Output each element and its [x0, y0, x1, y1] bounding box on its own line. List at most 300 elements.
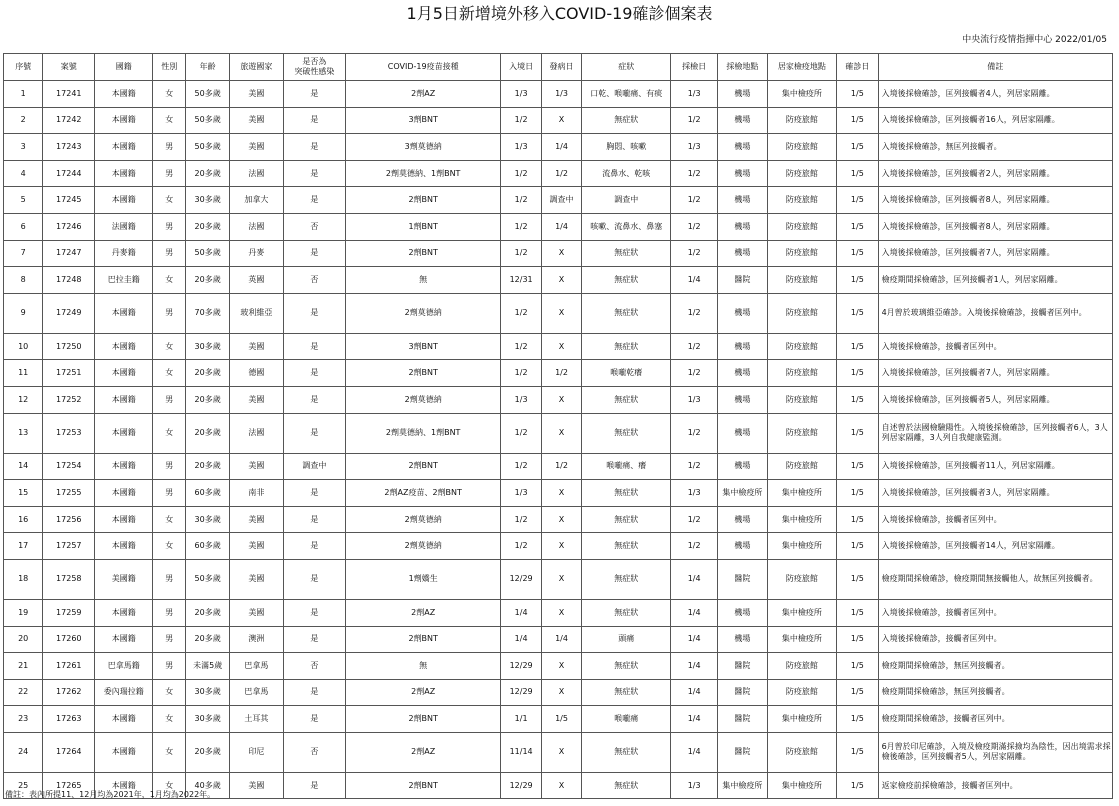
cell-seq: 15	[4, 480, 43, 507]
cell-confirm-date: 1/5	[837, 81, 878, 108]
table-row	[4, 81, 1113, 108]
cell-onset-date: X	[541, 732, 581, 772]
table-row	[4, 413, 1113, 453]
cell-case-id: 17248	[43, 267, 95, 294]
cell-travel-country: 美國	[229, 533, 283, 560]
cell-quarantine-location: 集中檢疫所	[767, 506, 836, 533]
table-row	[4, 160, 1113, 187]
cell-confirm-date: 1/5	[837, 679, 878, 706]
cell-test-date: 1/2	[671, 333, 718, 360]
cell-confirm-date: 1/5	[837, 653, 878, 680]
cell-test-location: 醫院	[717, 732, 767, 772]
cell-seq: 21	[4, 653, 43, 680]
cell-confirm-date: 1/5	[837, 506, 878, 533]
cell-confirm-date: 1/5	[837, 386, 878, 413]
cell-age: 60多歲	[186, 533, 230, 560]
cell-confirm-date: 1/5	[837, 480, 878, 507]
cell-onset-date: X	[541, 240, 581, 267]
cell-symptoms: 無症狀	[582, 267, 671, 294]
cell-test-date: 1/3	[671, 480, 718, 507]
cell-nationality: 本國籍	[95, 160, 153, 187]
cell-test-location: 機場	[717, 453, 767, 480]
cell-note: 入境後採檢確診，匡列接觸者8人，列居家隔離。	[878, 213, 1112, 240]
cell-travel-country: 美國	[229, 453, 283, 480]
cell-confirm-date: 1/5	[837, 293, 878, 333]
cell-case-id: 17244	[43, 160, 95, 187]
cell-travel-country: 法國	[229, 160, 283, 187]
cell-confirm-date: 1/5	[837, 160, 878, 187]
cell-symptoms: 喉嚨痛	[582, 706, 671, 733]
cell-vaccine: 2劑莫德納	[345, 293, 500, 333]
cell-nationality: 本國籍	[95, 506, 153, 533]
cell-note: 返家檢疫前採檢確診，接觸者匡列中。	[878, 772, 1112, 799]
cell-age: 50多歲	[186, 559, 230, 599]
header-note: 備註	[878, 54, 1112, 81]
cell-nationality: 本國籍	[95, 599, 153, 626]
cell-nationality: 本國籍	[95, 480, 153, 507]
cell-seq: 9	[4, 293, 43, 333]
cell-travel-country: 美國	[229, 386, 283, 413]
cell-vaccine: 2劑BNT	[345, 187, 500, 214]
cell-confirm-date: 1/5	[837, 213, 878, 240]
cell-nationality: 本國籍	[95, 81, 153, 108]
cell-nationality: 本國籍	[95, 187, 153, 214]
cell-onset-date: 1/2	[541, 360, 581, 387]
cell-breakthrough: 是	[283, 599, 345, 626]
cell-test-date: 1/4	[671, 679, 718, 706]
cell-breakthrough: 是	[283, 559, 345, 599]
cell-vaccine: 無	[345, 267, 500, 294]
cell-note: 4月曾於玻璃維亞確診。入境後採檢確診，接觸者匡列中。	[878, 293, 1112, 333]
cell-confirm-date: 1/5	[837, 732, 878, 772]
cell-age: 未滿5歲	[186, 653, 230, 680]
cell-age: 30多歲	[186, 187, 230, 214]
cell-entry-date: 1/3	[501, 386, 541, 413]
cell-onset-date: X	[541, 413, 581, 453]
table-row	[4, 653, 1113, 680]
header-entry-date: 入境日	[501, 54, 541, 81]
cell-case-id: 17258	[43, 559, 95, 599]
table-row	[4, 506, 1113, 533]
cell-case-id: 17259	[43, 599, 95, 626]
cell-nationality: 巴拉圭籍	[95, 267, 153, 294]
cell-case-id: 17251	[43, 360, 95, 387]
header-age: 年齡	[186, 54, 230, 81]
table-row	[4, 107, 1113, 134]
cell-travel-country: 德國	[229, 360, 283, 387]
cell-confirm-date: 1/5	[837, 134, 878, 161]
cell-case-id: 17241	[43, 81, 95, 108]
cell-onset-date: X	[541, 533, 581, 560]
cell-nationality: 美國籍	[95, 559, 153, 599]
cases-table	[3, 53, 1113, 799]
cell-confirm-date: 1/5	[837, 107, 878, 134]
cell-vaccine: 2劑莫德納、1劑BNT	[345, 160, 500, 187]
cell-onset-date: X	[541, 333, 581, 360]
cell-entry-date: 1/2	[501, 333, 541, 360]
cell-seq: 23	[4, 706, 43, 733]
cell-seq: 8	[4, 267, 43, 294]
header-nationality: 國籍	[95, 54, 153, 81]
cell-seq: 4	[4, 160, 43, 187]
table-row	[4, 533, 1113, 560]
cell-nationality: 本國籍	[95, 732, 153, 772]
cell-symptoms: 無症狀	[582, 107, 671, 134]
cell-onset-date: X	[541, 653, 581, 680]
table-row	[4, 706, 1113, 733]
cell-symptoms: 無症狀	[582, 599, 671, 626]
cell-sex: 女	[153, 360, 186, 387]
cell-sex: 男	[153, 626, 186, 653]
cell-quarantine-location: 防疫旅館	[767, 413, 836, 453]
cell-travel-country: 法國	[229, 413, 283, 453]
cell-age: 60多歲	[186, 480, 230, 507]
cell-symptoms: 無症狀	[582, 333, 671, 360]
cell-quarantine-location: 集中檢疫所	[767, 533, 836, 560]
cell-symptoms: 無症狀	[582, 386, 671, 413]
cell-test-date: 1/2	[671, 187, 718, 214]
cell-case-id: 17264	[43, 732, 95, 772]
table-row	[4, 480, 1113, 507]
cell-age: 20多歲	[186, 213, 230, 240]
cell-onset-date: 1/2	[541, 160, 581, 187]
cell-quarantine-location: 防疫旅館	[767, 134, 836, 161]
cell-nationality: 巴拿馬籍	[95, 653, 153, 680]
cell-test-date: 1/2	[671, 506, 718, 533]
cell-test-location: 醫院	[717, 267, 767, 294]
header-test-date: 採檢日	[671, 54, 718, 81]
cell-test-date: 1/3	[671, 772, 718, 799]
cell-sex: 男	[153, 480, 186, 507]
cell-entry-date: 1/2	[501, 160, 541, 187]
cell-test-location: 機場	[717, 293, 767, 333]
table-row	[4, 453, 1113, 480]
cell-onset-date: X	[541, 772, 581, 799]
cell-age: 20多歲	[186, 413, 230, 453]
cell-test-date: 1/4	[671, 599, 718, 626]
cell-entry-date: 1/4	[501, 599, 541, 626]
cell-symptoms: 流鼻水、乾咳	[582, 160, 671, 187]
cell-nationality: 本國籍	[95, 453, 153, 480]
cell-entry-date: 1/2	[501, 453, 541, 480]
table-row	[4, 559, 1113, 599]
cell-test-location: 機場	[717, 413, 767, 453]
cell-age: 30多歲	[186, 706, 230, 733]
cell-sex: 女	[153, 772, 186, 799]
cell-nationality: 本國籍	[95, 386, 153, 413]
cell-seq: 17	[4, 533, 43, 560]
cell-vaccine: 2劑莫德納	[345, 506, 500, 533]
cell-quarantine-location: 集中檢疫所	[767, 480, 836, 507]
cell-confirm-date: 1/5	[837, 772, 878, 799]
cell-nationality: 本國籍	[95, 413, 153, 453]
cell-age: 30多歲	[186, 333, 230, 360]
cell-confirm-date: 1/5	[837, 626, 878, 653]
cell-entry-date: 1/2	[501, 293, 541, 333]
cell-sex: 男	[153, 559, 186, 599]
cell-entry-date: 1/2	[501, 240, 541, 267]
cell-sex: 女	[153, 81, 186, 108]
cell-quarantine-location: 防疫旅館	[767, 360, 836, 387]
cell-seq: 6	[4, 213, 43, 240]
cell-test-location: 集中檢疫所	[717, 480, 767, 507]
cell-entry-date: 12/29	[501, 653, 541, 680]
cell-symptoms: 無症狀	[582, 293, 671, 333]
cell-quarantine-location: 集中檢疫所	[767, 772, 836, 799]
cell-vaccine: 2劑AZ	[345, 679, 500, 706]
cell-seq: 16	[4, 506, 43, 533]
cell-travel-country: 巴拿馬	[229, 653, 283, 680]
table-row	[4, 293, 1113, 333]
cell-sex: 女	[153, 732, 186, 772]
cell-nationality: 本國籍	[95, 134, 153, 161]
cell-symptoms: 無症狀	[582, 772, 671, 799]
cell-test-date: 1/2	[671, 107, 718, 134]
cell-seq: 5	[4, 187, 43, 214]
cell-test-location: 機場	[717, 134, 767, 161]
cell-quarantine-location: 防疫旅館	[767, 267, 836, 294]
cell-nationality: 本國籍	[95, 772, 153, 799]
cell-sex: 男	[153, 386, 186, 413]
cell-onset-date: X	[541, 293, 581, 333]
cell-note: 入境後採檢確診，匡列接觸者4人，列居家隔離。	[878, 81, 1112, 108]
cell-seq: 14	[4, 453, 43, 480]
cell-test-date: 1/2	[671, 213, 718, 240]
cell-note: 入境後採檢確診，匡列接觸者3人，列居家隔離。	[878, 480, 1112, 507]
cell-case-id: 17255	[43, 480, 95, 507]
cell-test-date: 1/4	[671, 706, 718, 733]
cell-seq: 20	[4, 626, 43, 653]
cell-note: 入境後採檢確診，匡列接觸者5人，列居家隔離。	[878, 386, 1112, 413]
cell-symptoms: 無症狀	[582, 653, 671, 680]
cell-breakthrough: 是	[283, 679, 345, 706]
cell-quarantine-location: 防疫旅館	[767, 107, 836, 134]
cell-test-date: 1/4	[671, 267, 718, 294]
cell-test-date: 1/2	[671, 160, 718, 187]
cell-breakthrough: 是	[283, 240, 345, 267]
cell-age: 20多歲	[186, 626, 230, 653]
cell-note: 入境後採檢確診，接觸者匡列中。	[878, 506, 1112, 533]
cell-seq: 18	[4, 559, 43, 599]
cell-vaccine: 2劑BNT	[345, 772, 500, 799]
cell-breakthrough: 是	[283, 187, 345, 214]
cell-case-id: 17263	[43, 706, 95, 733]
cell-breakthrough: 是	[283, 772, 345, 799]
footnote: 備註：表內所提11、12月均為2021年，1月均為2022年。	[5, 790, 216, 799]
header-quarantine-location: 居家檢疫地點	[767, 54, 836, 81]
cell-age: 20多歲	[186, 160, 230, 187]
cell-onset-date: X	[541, 679, 581, 706]
header-vaccine: COVID-19疫苗接種	[345, 54, 500, 81]
cell-breakthrough: 是	[283, 386, 345, 413]
page-title: 1月5日新增境外移入COVID-19確診個案表	[406, 4, 713, 23]
cell-test-location: 機場	[717, 626, 767, 653]
cell-age: 20多歲	[186, 453, 230, 480]
cell-nationality: 本國籍	[95, 706, 153, 733]
cell-symptoms: 調查中	[582, 187, 671, 214]
cell-sex: 女	[153, 413, 186, 453]
cell-quarantine-location: 防疫旅館	[767, 386, 836, 413]
cell-sex: 女	[153, 267, 186, 294]
cell-entry-date: 1/1	[501, 706, 541, 733]
cell-confirm-date: 1/5	[837, 360, 878, 387]
cell-case-id: 17250	[43, 333, 95, 360]
cell-age: 50多歲	[186, 134, 230, 161]
cell-entry-date: 1/3	[501, 134, 541, 161]
table-row	[4, 626, 1113, 653]
cell-symptoms: 無症狀	[582, 506, 671, 533]
cell-test-date: 1/2	[671, 360, 718, 387]
cell-seq: 13	[4, 413, 43, 453]
cell-breakthrough: 是	[283, 360, 345, 387]
cell-quarantine-location: 集中檢疫所	[767, 81, 836, 108]
cell-vaccine: 3劑BNT	[345, 107, 500, 134]
cell-test-location: 機場	[717, 187, 767, 214]
cell-sex: 女	[153, 107, 186, 134]
cell-case-id: 17256	[43, 506, 95, 533]
cell-sex: 女	[153, 533, 186, 560]
cell-note: 入境後採檢確診，接觸者匡列中。	[878, 599, 1112, 626]
cell-note: 入境後採檢確診，接觸者匡列中。	[878, 333, 1112, 360]
cell-entry-date: 11/14	[501, 732, 541, 772]
cell-travel-country: 玻利維亞	[229, 293, 283, 333]
cell-vaccine: 2劑莫德納	[345, 533, 500, 560]
cell-entry-date: 12/29	[501, 772, 541, 799]
cell-confirm-date: 1/5	[837, 187, 878, 214]
cell-test-location: 機場	[717, 599, 767, 626]
cell-seq: 11	[4, 360, 43, 387]
cell-breakthrough: 是	[283, 413, 345, 453]
header-sex: 性別	[153, 54, 186, 81]
table-row	[4, 599, 1113, 626]
cell-entry-date: 12/29	[501, 679, 541, 706]
cell-sex: 男	[153, 453, 186, 480]
cell-travel-country: 丹麥	[229, 240, 283, 267]
cell-note: 檢疫期間採檢確診，接觸者匡列中。	[878, 706, 1112, 733]
cell-age: 30多歲	[186, 506, 230, 533]
cell-sex: 女	[153, 706, 186, 733]
cell-seq: 22	[4, 679, 43, 706]
cell-test-location: 機場	[717, 386, 767, 413]
cell-confirm-date: 1/5	[837, 453, 878, 480]
header-row	[4, 54, 1113, 81]
cell-entry-date: 1/2	[501, 187, 541, 214]
header-test-location: 採檢地點	[717, 54, 767, 81]
cell-confirm-date: 1/5	[837, 240, 878, 267]
cell-symptoms: 喉嚨痛、癢	[582, 453, 671, 480]
cell-note: 檢疫期間採檢確診，無匡列接觸者。	[878, 679, 1112, 706]
cell-test-date: 1/2	[671, 533, 718, 560]
cell-nationality: 本國籍	[95, 626, 153, 653]
cell-onset-date: 1/3	[541, 81, 581, 108]
cell-quarantine-location: 集中檢疫所	[767, 626, 836, 653]
cell-test-location: 機場	[717, 213, 767, 240]
cell-vaccine: 2劑AZ疫苗、2劑BNT	[345, 480, 500, 507]
cell-breakthrough: 否	[283, 213, 345, 240]
cell-travel-country: 澳洲	[229, 626, 283, 653]
cell-vaccine: 3劑莫德納	[345, 134, 500, 161]
cell-case-id: 17260	[43, 626, 95, 653]
cell-note: 入境後採檢確診，匡列接觸者16人，列居家隔離。	[878, 107, 1112, 134]
cell-note: 入境後採檢確診，匡列接觸者7人，列居家隔離。	[878, 360, 1112, 387]
cell-travel-country: 美國	[229, 506, 283, 533]
cell-travel-country: 美國	[229, 333, 283, 360]
cell-travel-country: 印尼	[229, 732, 283, 772]
cell-vaccine: 3劑BNT	[345, 333, 500, 360]
cell-onset-date: 1/4	[541, 213, 581, 240]
cell-onset-date: 1/5	[541, 706, 581, 733]
cell-entry-date: 1/2	[501, 413, 541, 453]
cell-sex: 女	[153, 679, 186, 706]
cell-sex: 男	[153, 134, 186, 161]
cell-travel-country: 美國	[229, 559, 283, 599]
cell-sex: 男	[153, 213, 186, 240]
cell-case-id: 17254	[43, 453, 95, 480]
cell-entry-date: 1/2	[501, 360, 541, 387]
header-breakthrough: 是否為 突破性感染	[283, 54, 345, 81]
cell-onset-date: X	[541, 480, 581, 507]
cell-note: 檢疫期間採檢確診，匡列接觸者1人，列居家隔離。	[878, 267, 1112, 294]
cell-nationality: 委內瑞拉籍	[95, 679, 153, 706]
cell-symptoms: 無症狀	[582, 679, 671, 706]
cell-vaccine: 1劑嬌生	[345, 559, 500, 599]
cell-quarantine-location: 集中檢疫所	[767, 599, 836, 626]
cell-vaccine: 2劑AZ	[345, 732, 500, 772]
cell-case-id: 17242	[43, 107, 95, 134]
cell-age: 50多歲	[186, 107, 230, 134]
table-row	[4, 386, 1113, 413]
cell-entry-date: 12/31	[501, 267, 541, 294]
cell-breakthrough: 是	[283, 293, 345, 333]
cell-sex: 女	[153, 187, 186, 214]
cell-entry-date: 1/2	[501, 213, 541, 240]
cell-case-id: 17265	[43, 772, 95, 799]
table-row	[4, 679, 1113, 706]
cell-entry-date: 1/3	[501, 81, 541, 108]
cell-seq: 10	[4, 333, 43, 360]
cell-note: 入境後採檢確診，匡列接觸者8人，列居家隔離。	[878, 187, 1112, 214]
cell-test-date: 1/3	[671, 134, 718, 161]
cell-note: 入境後採檢確診，匡列接觸者11人，列居家隔離。	[878, 453, 1112, 480]
cell-entry-date: 1/3	[501, 480, 541, 507]
cell-travel-country: 美國	[229, 134, 283, 161]
cell-case-id: 17253	[43, 413, 95, 453]
cell-age: 20多歲	[186, 267, 230, 294]
cell-breakthrough: 是	[283, 506, 345, 533]
table-row	[4, 213, 1113, 240]
cell-age: 40多歲	[186, 772, 230, 799]
cell-note: 入境後採檢確診，匡列接觸者14人，列居家隔離。	[878, 533, 1112, 560]
cell-entry-date: 1/2	[501, 506, 541, 533]
cell-test-date: 1/4	[671, 626, 718, 653]
cell-vaccine: 2劑BNT	[345, 706, 500, 733]
table-row	[4, 333, 1113, 360]
cell-nationality: 本國籍	[95, 360, 153, 387]
cell-confirm-date: 1/5	[837, 706, 878, 733]
cell-confirm-date: 1/5	[837, 413, 878, 453]
cell-breakthrough: 是	[283, 626, 345, 653]
cell-age: 70多歲	[186, 293, 230, 333]
cell-test-location: 醫院	[717, 559, 767, 599]
cell-sex: 男	[153, 293, 186, 333]
cell-test-date: 1/3	[671, 81, 718, 108]
cell-travel-country: 英國	[229, 267, 283, 294]
cell-symptoms: 咳嗽、流鼻水、鼻塞	[582, 213, 671, 240]
cell-seq: 24	[4, 732, 43, 772]
cell-travel-country: 美國	[229, 772, 283, 799]
cell-sex: 男	[153, 240, 186, 267]
cell-note: 入境後採檢確診，無匡列接觸者。	[878, 134, 1112, 161]
